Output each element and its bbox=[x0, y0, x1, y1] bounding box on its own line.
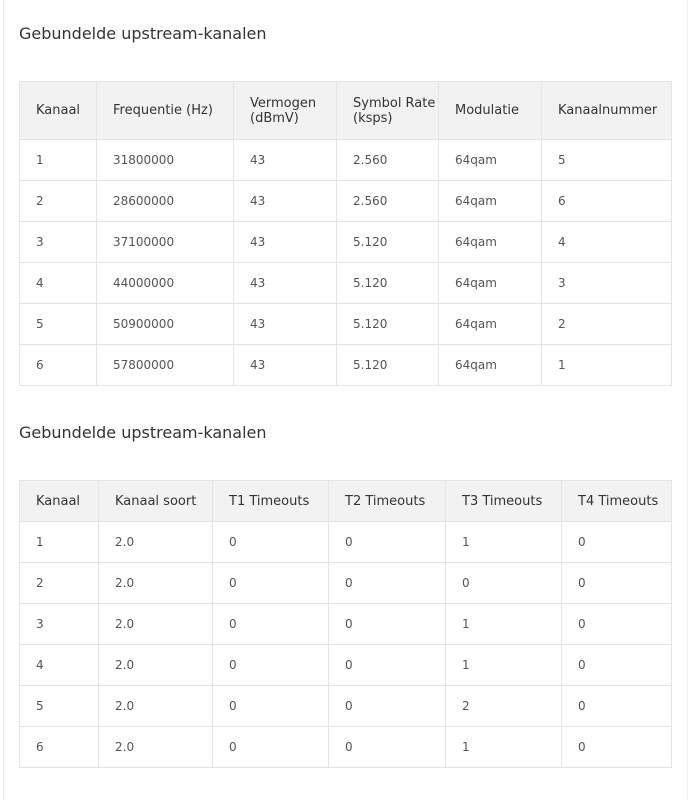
table-row bbox=[20, 345, 672, 386]
header-t1-timeouts: T1 Timeouts bbox=[213, 481, 329, 522]
cell-kanaal-soort: 2.0 bbox=[99, 522, 213, 563]
header-kanaal: Kanaal bbox=[20, 82, 97, 140]
section-title-upstream-channels: Gebundelde upstream-kanalen bbox=[19, 24, 267, 43]
cell-t2-timeouts: 0 bbox=[329, 686, 446, 727]
header-kanaalnummer: Kanaalnummer bbox=[542, 82, 672, 140]
cell-t4-timeouts: 0 bbox=[562, 727, 672, 768]
cell-kanaalnummer: 6 bbox=[542, 181, 672, 222]
cell-kanaal: 3 bbox=[20, 222, 97, 263]
cell-t4-timeouts: 0 bbox=[562, 604, 672, 645]
header-t2-timeouts: T2 Timeouts bbox=[329, 481, 446, 522]
table-row bbox=[20, 222, 672, 263]
cell-kanaal-soort: 2.0 bbox=[99, 563, 213, 604]
table-header-row bbox=[20, 481, 672, 522]
cell-kanaal-soort: 2.0 bbox=[99, 604, 213, 645]
cell-frequentie: 28600000 bbox=[97, 181, 234, 222]
cell-kanaal: 2 bbox=[20, 563, 99, 604]
cell-symbol-rate: 2.560 bbox=[337, 140, 439, 181]
cell-t3-timeouts: 1 bbox=[446, 604, 562, 645]
cell-t2-timeouts: 0 bbox=[329, 563, 446, 604]
cell-symbol-rate: 5.120 bbox=[337, 263, 439, 304]
cell-t1-timeouts: 0 bbox=[213, 645, 329, 686]
cell-vermogen: 43 bbox=[234, 345, 337, 386]
table-row bbox=[20, 686, 672, 727]
cell-kanaalnummer: 3 bbox=[542, 263, 672, 304]
cell-kanaal: 5 bbox=[20, 304, 97, 345]
section-title-upstream-timeouts: Gebundelde upstream-kanalen bbox=[19, 423, 267, 442]
table-row bbox=[20, 604, 672, 645]
cell-t3-timeouts: 1 bbox=[446, 727, 562, 768]
table-row bbox=[20, 181, 672, 222]
cell-vermogen: 43 bbox=[234, 181, 337, 222]
cell-t1-timeouts: 0 bbox=[213, 727, 329, 768]
cell-kanaal: 4 bbox=[20, 645, 99, 686]
cell-kanaal: 1 bbox=[20, 522, 99, 563]
header-kanaal: Kanaal bbox=[20, 481, 99, 522]
header-vermogen: Vermogen (dBmV) bbox=[234, 82, 337, 140]
header-modulatie: Modulatie bbox=[439, 82, 542, 140]
cell-modulatie: 64qam bbox=[439, 263, 542, 304]
cell-t1-timeouts: 0 bbox=[213, 686, 329, 727]
cell-modulatie: 64qam bbox=[439, 181, 542, 222]
cell-t4-timeouts: 0 bbox=[562, 645, 672, 686]
cell-kanaalnummer: 2 bbox=[542, 304, 672, 345]
cell-modulatie: 64qam bbox=[439, 304, 542, 345]
header-t3-timeouts: T3 Timeouts bbox=[446, 481, 562, 522]
cell-kanaal: 5 bbox=[20, 686, 99, 727]
cell-kanaal-soort: 2.0 bbox=[99, 686, 213, 727]
cell-t4-timeouts: 0 bbox=[562, 563, 672, 604]
table-row bbox=[20, 727, 672, 768]
cell-kanaal-soort: 2.0 bbox=[99, 727, 213, 768]
cell-modulatie: 64qam bbox=[439, 222, 542, 263]
table-row bbox=[20, 522, 672, 563]
cell-modulatie: 64qam bbox=[439, 140, 542, 181]
cell-modulatie: 64qam bbox=[439, 345, 542, 386]
cell-kanaal: 2 bbox=[20, 181, 97, 222]
header-t4-timeouts: T4 Timeouts bbox=[562, 481, 672, 522]
table-row bbox=[20, 140, 672, 181]
cell-vermogen: 43 bbox=[234, 222, 337, 263]
header-frequentie: Frequentie (Hz) bbox=[97, 82, 234, 140]
table-row bbox=[20, 563, 672, 604]
cell-t4-timeouts: 0 bbox=[562, 686, 672, 727]
cell-frequentie: 44000000 bbox=[97, 263, 234, 304]
cell-kanaal: 6 bbox=[20, 727, 99, 768]
upstream-timeouts-table bbox=[19, 480, 672, 768]
cell-kanaal: 1 bbox=[20, 140, 97, 181]
cell-vermogen: 43 bbox=[234, 263, 337, 304]
cell-kanaal-soort: 2.0 bbox=[99, 645, 213, 686]
table-header-row bbox=[20, 82, 672, 140]
cell-kanaal: 4 bbox=[20, 263, 97, 304]
upstream-channels-table bbox=[19, 81, 672, 386]
cell-kanaalnummer: 4 bbox=[542, 222, 672, 263]
cell-kanaalnummer: 5 bbox=[542, 140, 672, 181]
cell-t3-timeouts: 1 bbox=[446, 645, 562, 686]
cell-vermogen: 43 bbox=[234, 304, 337, 345]
cell-kanaalnummer: 1 bbox=[542, 345, 672, 386]
cell-t3-timeouts: 1 bbox=[446, 522, 562, 563]
cell-kanaal: 3 bbox=[20, 604, 99, 645]
cell-frequentie: 57800000 bbox=[97, 345, 234, 386]
cell-kanaal: 6 bbox=[20, 345, 97, 386]
cell-t2-timeouts: 0 bbox=[329, 727, 446, 768]
cell-t2-timeouts: 0 bbox=[329, 522, 446, 563]
table-row bbox=[20, 304, 672, 345]
cell-symbol-rate: 5.120 bbox=[337, 222, 439, 263]
cell-frequentie: 50900000 bbox=[97, 304, 234, 345]
cell-t3-timeouts: 0 bbox=[446, 563, 562, 604]
cell-t1-timeouts: 0 bbox=[213, 604, 329, 645]
cell-t2-timeouts: 0 bbox=[329, 604, 446, 645]
cell-t1-timeouts: 0 bbox=[213, 522, 329, 563]
cell-frequentie: 37100000 bbox=[97, 222, 234, 263]
cell-t3-timeouts: 2 bbox=[446, 686, 562, 727]
cell-t4-timeouts: 0 bbox=[562, 522, 672, 563]
cell-t1-timeouts: 0 bbox=[213, 563, 329, 604]
header-kanaal-soort: Kanaal soort bbox=[99, 481, 213, 522]
cell-symbol-rate: 5.120 bbox=[337, 304, 439, 345]
table-row bbox=[20, 645, 672, 686]
cell-frequentie: 31800000 bbox=[97, 140, 234, 181]
header-symbol-rate: Symbol Rate (ksps) bbox=[337, 82, 439, 140]
cell-symbol-rate: 5.120 bbox=[337, 345, 439, 386]
cell-vermogen: 43 bbox=[234, 140, 337, 181]
table-row bbox=[20, 263, 672, 304]
cell-symbol-rate: 2.560 bbox=[337, 181, 439, 222]
cell-t2-timeouts: 0 bbox=[329, 645, 446, 686]
